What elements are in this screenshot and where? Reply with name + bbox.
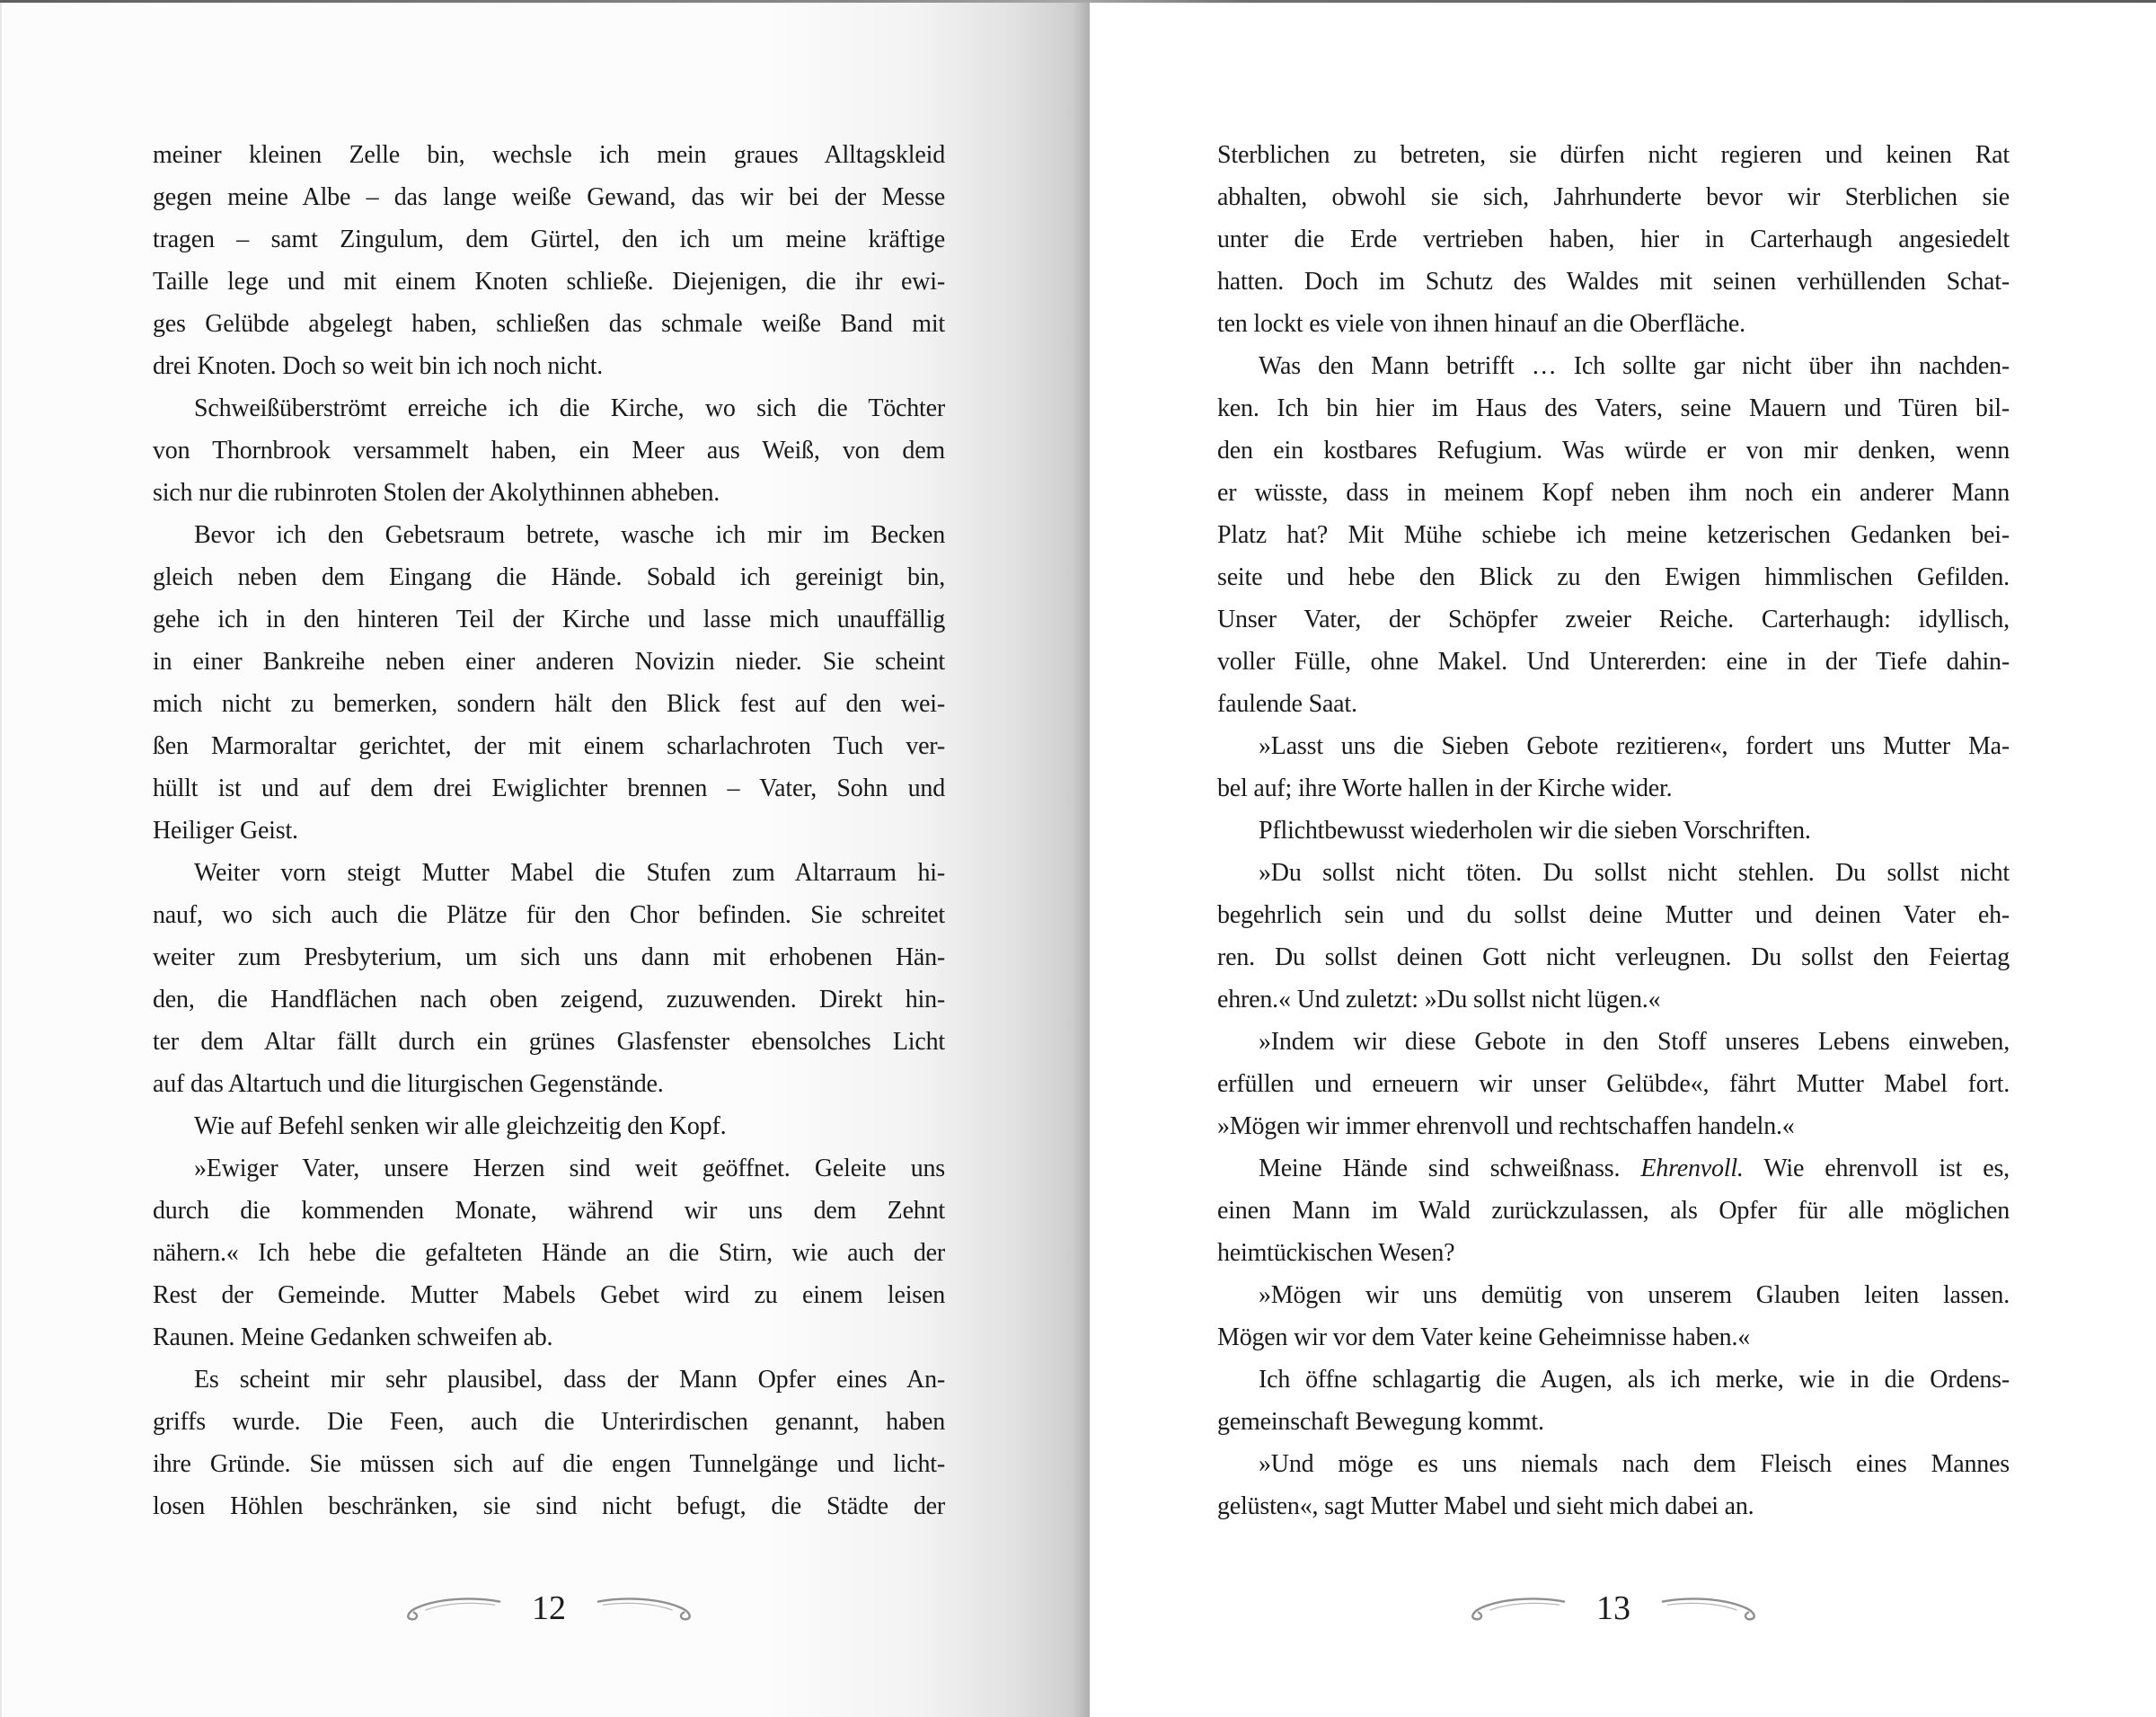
flourish-left-icon: [1465, 1595, 1566, 1622]
text-line: auf das Altartuch und die liturgischen Gegenstände.: [153, 1070, 664, 1098]
text-line: ges Gelübde abgelegt haben, schließen das schmale weiße Band mit: [153, 310, 945, 338]
paragraph: [153, 1147, 945, 1359]
text-line: losen Höhlen beschränken, sie sind nicht befugt, die Städte der: [153, 1492, 945, 1520]
text-line: meiner kleinen Zelle bin, wechsle ich mein graues Alltagskleid: [153, 141, 945, 169]
text-line: »Und möge es uns niemals nach dem Fleisch eines Mannes: [1259, 1450, 2010, 1478]
text-line: nauf, wo sich auch die Plätze für den Chor befinden. Sie schreitet: [153, 901, 945, 929]
page-number: 12: [532, 1589, 566, 1627]
page-number: 13: [1596, 1589, 1630, 1627]
text-line: hatten. Doch im Schutz des Waldes mit seinen verhüllenden Schat-: [1217, 268, 2010, 296]
text-line: »Mögen wir uns demütig von unserem Glauben leiten lassen.: [1259, 1281, 2010, 1309]
paragraph: [1217, 852, 2010, 1021]
text-line: einen Mann im Wald zurückzulassen, als Opfer für alle möglichen: [1217, 1197, 2010, 1225]
flourish-right-icon: [1661, 1595, 1762, 1622]
page-left-text: [153, 134, 945, 1527]
text-line: abhalten, obwohl sie sich, Jahrhunderte bevor wir Sterblichen sie: [1217, 183, 2010, 211]
text-line: Was den Mann betrifft … Ich sollte gar nicht über ihn nachden-: [1259, 352, 2010, 380]
text-line: »Ewiger Vater, unsere Herzen sind weit geöffnet. Geleite uns: [194, 1155, 945, 1182]
text-line: Wie auf Befehl senken wir alle gleichzeitig den Kopf.: [194, 1112, 727, 1140]
paragraph: [1217, 1021, 2010, 1147]
page-right-text: [1217, 134, 2010, 1527]
text-line: ter dem Altar fällt durch ein grünes Glasfenster ebensolches Licht: [153, 1028, 945, 1056]
paragraph: [1217, 134, 2010, 345]
paragraph: [153, 514, 945, 852]
text-line: von Thornbrook versammelt haben, ein Meer aus Weiß, von dem: [153, 437, 945, 465]
text-line: hüllt ist und auf dem drei Ewiglichter brennen – Vater, Sohn und: [153, 774, 945, 802]
flourish-left-icon: [401, 1595, 501, 1622]
text-line: tragen – samt Zingulum, dem Gürtel, den ich um meine kräftige: [153, 226, 945, 253]
paragraph: [1217, 1274, 2010, 1359]
paragraph: [1217, 725, 2010, 810]
text-line: Pflichtbewusst wiederholen wir die sieben Vorschriften.: [1259, 817, 1811, 845]
text-line: Meine Hände sind schweißnass. Ehrenvoll. Wie ehrenvoll ist es,: [1259, 1155, 2010, 1182]
text-line: Mögen wir vor dem Vater keine Geheimnisse haben.«: [1217, 1323, 1751, 1351]
text-line: seite und hebe den Blick zu den Ewigen himmlischen Gefilden.: [1217, 563, 2010, 591]
text-line: ßen Marmoraltar gerichtet, der mit einem scharlachroten Tuch ver-: [153, 732, 945, 760]
text-line: nähern.« Ich hebe die gefalteten Hände an die Stirn, wie auch der: [153, 1239, 945, 1267]
text-line: unter die Erde vertrieben haben, hier in Carterhaugh angesiedelt: [1217, 226, 2010, 253]
page-top-edge: [0, 0, 2156, 3]
text-line: gleich neben dem Eingang die Hände. Sobald ich gereinigt bin,: [153, 563, 945, 591]
text-line: griffs wurde. Die Feen, auch die Unterirdischen genannt, haben: [153, 1408, 945, 1436]
text-line: »Du sollst nicht töten. Du sollst nicht stehlen. Du sollst nicht: [1259, 859, 2010, 887]
text-line: sich nur die rubinroten Stolen der Akolythinnen abheben.: [153, 479, 720, 507]
flourish-right-icon: [596, 1595, 697, 1622]
text-line: Schweißüberströmt erreiche ich die Kirche, wo sich die Töchter: [194, 394, 945, 422]
text-line: gemeinschaft Bewegung kommt.: [1217, 1408, 1544, 1436]
text-line: den ein kostbares Refugium. Was würde er von mir denken, wenn: [1217, 437, 2010, 465]
folio-left: [153, 1581, 945, 1635]
text-line: Platz hat? Mit Mühe schiebe ich meine ketzerischen Gedanken bei-: [1217, 521, 2010, 549]
text-line: den, die Handflächen nach oben zeigend, zuzuwenden. Direkt hin-: [153, 986, 945, 1013]
text-line: »Indem wir diese Gebote in den Stoff unseres Lebens einweben,: [1259, 1028, 2010, 1056]
text-line: Es scheint mir sehr plausibel, dass der Mann Opfer eines An-: [194, 1366, 945, 1394]
text-line: er wüsste, dass in meinem Kopf neben ihm noch ein anderer Mann: [1217, 479, 2010, 507]
text-line: Taille lege und mit einem Knoten schließe. Diejenigen, die ihr ewi-: [153, 268, 945, 296]
text-line: Sterblichen zu betreten, sie dürfen nicht regieren und keinen Rat: [1217, 141, 2010, 169]
paragraph: [153, 852, 945, 1105]
text-line: ten lockt es viele von ihnen hinauf an die Oberfläche.: [1217, 310, 1745, 338]
text-line: Heiliger Geist.: [153, 817, 298, 845]
text-line: Unser Vater, der Schöpfer zweier Reiche. Carterhaugh: idyllisch,: [1217, 606, 2010, 633]
text-line: faulende Saat.: [1217, 690, 1357, 718]
text-line: mich nicht zu bemerken, sondern hält den Blick fest auf den wei-: [153, 690, 945, 718]
paragraph: [1217, 1359, 2010, 1443]
text-line: Raunen. Meine Gedanken schweifen ab.: [153, 1323, 553, 1351]
paragraph: [153, 1359, 945, 1527]
text-line: voller Fülle, ohne Makel. Und Untererden: eine in der Tiefe dahin-: [1217, 648, 2010, 676]
text-line: begehrlich sein und du sollst deine Mutter und deinen Vater eh-: [1217, 901, 2010, 929]
paragraph: [1217, 345, 2010, 725]
text-line: durch die kommenden Monate, während wir uns dem Zehnt: [153, 1197, 945, 1225]
text-line: drei Knoten. Doch so weit bin ich noch nicht.: [153, 352, 604, 380]
paragraph: [153, 134, 945, 387]
text-line: ihre Gründe. Sie müssen sich auf die engen Tunnelgänge und licht-: [153, 1450, 945, 1478]
folio-right: [1217, 1581, 2010, 1635]
text-line: gegen meine Albe – das lange weiße Gewand, das wir bei der Messe: [153, 183, 945, 211]
text-line: Rest der Gemeinde. Mutter Mabels Gebet wird zu einem leisen: [153, 1281, 945, 1309]
paragraph: [1217, 810, 2010, 852]
paragraph: [1217, 1147, 2010, 1274]
text-line: weiter zum Presbyterium, um sich uns dann mit erhobenen Hän-: [153, 943, 945, 971]
paragraph: [1217, 1443, 2010, 1527]
paragraph: [153, 387, 945, 514]
text-line: ken. Ich bin hier im Haus des Vaters, seine Mauern und Türen bil-: [1217, 394, 2010, 422]
text-line: gehe ich in den hinteren Teil der Kirche und lasse mich unauffällig: [153, 606, 945, 633]
text-line: Weiter vorn steigt Mutter Mabel die Stufen zum Altarraum hi-: [194, 859, 945, 887]
text-line: ren. Du sollst deinen Gott nicht verleugnen. Du sollst den Feiertag: [1217, 943, 2010, 971]
text-line: Ich öffne schlagartig die Augen, als ich merke, wie in die Ordens-: [1259, 1366, 2010, 1394]
text-line: »Lasst uns die Sieben Gebote rezitieren«, fordert uns Mutter Ma-: [1259, 732, 2010, 760]
text-line: ehren.« Und zuletzt: »Du sollst nicht lügen.«: [1217, 986, 1661, 1013]
text-line: Bevor ich den Gebetsraum betrete, wasche ich mir im Becken: [194, 521, 945, 549]
paragraph: [153, 1105, 945, 1147]
text-line: erfüllen und erneuern wir unser Gelübde«, fährt Mutter Mabel fort.: [1217, 1070, 2010, 1098]
text-line: bel auf; ihre Worte hallen in der Kirche wider.: [1217, 774, 1673, 802]
text-line: heimtückischen Wesen?: [1217, 1239, 1455, 1267]
text-line: in einer Bankreihe neben einer anderen Novizin nieder. Sie scheint: [153, 648, 945, 676]
text-line: »Mögen wir immer ehrenvoll und rechtschaffen handeln.«: [1217, 1112, 1795, 1140]
text-line: gelüsten«, sagt Mutter Mabel und sieht mich dabei an.: [1217, 1492, 1754, 1520]
